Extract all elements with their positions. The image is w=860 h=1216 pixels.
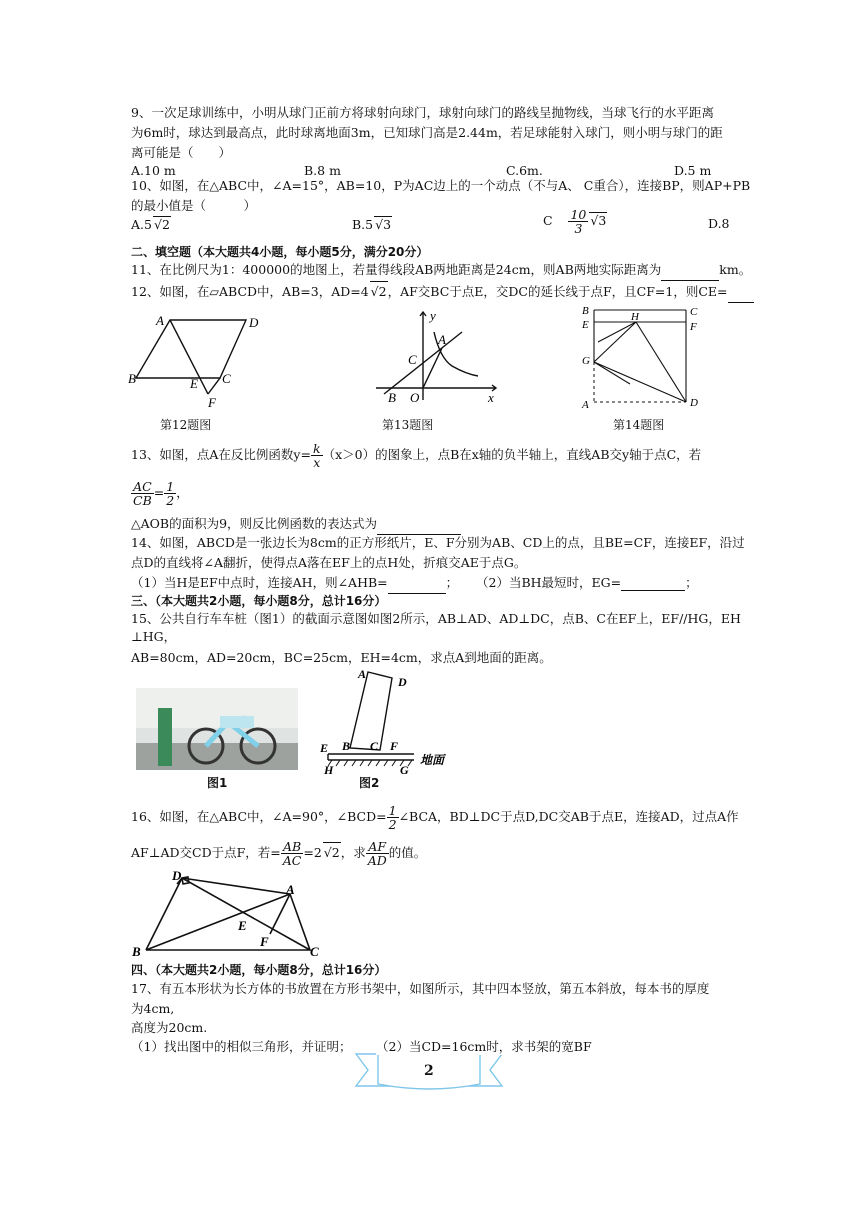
q13-ratio: $\frac{AC}{CB}$ = $\frac{1}{2}$ ， <box>133 479 189 508</box>
q14-sub2: （2）当BH最短时，EG= ； <box>476 575 698 590</box>
fig13-label-x: x <box>488 390 494 404</box>
figure-2 <box>318 668 452 776</box>
q17-line3: 高度为20cm. <box>131 1020 208 1035</box>
page-number: 2 <box>424 1063 434 1079</box>
fig14-label-h: H <box>631 311 639 323</box>
fig2-label-b: B <box>342 739 351 753</box>
q10-line1: 10、如图，在△ABC中，∠A=15°，AB=10，P为AC边上的一个动点（不与A、 C重合），连接BP，则AP+PB <box>131 178 751 193</box>
sqrt: √3 <box>375 217 392 232</box>
q17-line2: 为4cm, <box>131 1001 175 1016</box>
fig16-label-e: E <box>238 918 247 933</box>
q13-line3: △AOB的面积为9，则反比例函数的表达式为 <box>131 514 461 535</box>
fig14-label-a: A <box>582 399 589 411</box>
figure-14-caption: 第14题图 <box>613 418 665 432</box>
figure-13-caption: 第13题图 <box>382 418 434 432</box>
q11-text: 11、在比例尺为1：400000的地图上，若量得线段AB两地距离是24cm，则AB两地实际距离为 km。 <box>131 260 751 281</box>
q15-line2: ⊥HG， <box>131 629 177 644</box>
fig14-label-c: C <box>690 306 698 318</box>
fig13-label-b: B <box>388 390 396 404</box>
fig12-label-d: D <box>249 315 259 330</box>
q16-line1: 16、如图，在△ABC中，∠A=90°，∠BCD= $\frac{1}{2}$ ∠BCA，BD⊥DC于点D,DC交AB于点E，连接AD，过点A作 <box>131 803 739 832</box>
sqrt: √3 <box>590 213 607 228</box>
figure-1-caption: 图1 <box>207 776 228 790</box>
q10-option-b: B.5 √3 <box>352 217 392 232</box>
fraction: $\frac{AB}{AC}$ <box>282 839 302 868</box>
fig2-label-d: D <box>398 675 407 689</box>
fig2-label-c: C <box>370 739 379 753</box>
q9-line2: 为6m时，球达到最高点，此时球离地面3m，已知球门高是2.44m，若足球能射入球门，则小明与球门的距 <box>131 125 723 140</box>
q9-option-b: B.8 m <box>304 163 341 178</box>
q16-line2: AF⊥AD交CD于点F，若= $\frac{AB}{AC}$ =2 √2，求 $\frac{AF}{AD}$ 的值。 <box>131 839 427 868</box>
fig2-label-f: F <box>390 739 399 753</box>
fraction: $\frac{1}{2}$ <box>166 479 175 508</box>
fig12-label-e: E <box>190 376 198 391</box>
sqrt: √2 <box>370 281 388 302</box>
fig12-label-b: B <box>128 371 136 386</box>
figure-2-caption: 图2 <box>359 776 380 790</box>
answer-blank <box>377 514 461 535</box>
answer-blank <box>621 575 685 591</box>
fig2-ground-label: 地面 <box>420 753 445 767</box>
fig14-label-f: F <box>690 321 697 333</box>
q9-option-a: A.10 m <box>131 163 176 178</box>
q9-line3: 离可能是（ ） <box>131 145 232 160</box>
figure-12 <box>128 310 268 408</box>
fig13-label-y: y <box>430 308 436 323</box>
fig16-label-a: A <box>286 882 295 897</box>
fig16-label-d: D <box>172 868 182 883</box>
q9-option-d: D.5 m <box>674 163 712 178</box>
q14-line2: 点D的直线将∠A翻折，使得点A落在EF上的点H处，折痕交AE于点G。 <box>131 555 527 570</box>
q14-line1: 14、如图，ABCD是一张边长为8cm的正方形纸片，E、F分别为AB、CD上的点，且BE=CF，连接EF，沿过 <box>131 535 745 550</box>
q13-line1: 13、如图，点A在反比例函数y= $\frac{k}{x}$ （x＞0）的图象上，点B在x轴的负半轴上，直线AB交y轴于点C，若 <box>131 441 702 470</box>
fig2-label-a: A <box>358 668 367 681</box>
fig12-label-c: C <box>222 371 231 386</box>
fig2-label-e: E <box>320 741 329 755</box>
answer-blank <box>728 282 754 303</box>
figure-16 <box>130 868 330 960</box>
fig2-label-g: G <box>400 763 409 776</box>
q17-sub2: （2）当CD=16cm时，求书架的宽BF <box>376 1039 592 1054</box>
fig16-label-c: C <box>310 944 319 959</box>
q10-option-c: C $\frac{10}{3}$ √3 <box>543 207 607 236</box>
fig14-label-e: E <box>582 319 589 331</box>
fig12-label-a: A <box>156 313 164 328</box>
sqrt: √2 <box>323 842 341 863</box>
q14-sub1: （1）当H是EF中点时，连接AH，则∠AHB= ； <box>131 573 458 594</box>
fig2-label-h: H <box>324 763 334 776</box>
q17-line1: 17、有五本形状为长方体的书放置在方形书架中，如图所示，其中四本竖放，第五本斜放，每本书的厚度 <box>131 981 710 996</box>
q9-line1: 9、一次足球训练中，小明从球门正前方将球射向球门，球射向球门的路线呈抛物线，当球飞行的水平距离 <box>131 105 714 120</box>
fig14-label-b: B <box>582 305 589 317</box>
fraction: $\frac{1}{2}$ <box>388 803 397 832</box>
fig16-label-b: B <box>132 944 141 959</box>
figure-12-caption: 第12题图 <box>160 418 212 432</box>
answer-blank <box>388 573 446 594</box>
answer-blank <box>661 260 719 281</box>
fig13-label-a: A <box>438 332 446 347</box>
fraction: $\frac{10}{3}$ <box>570 207 587 236</box>
q10-option-d: D.8 <box>708 216 730 231</box>
section-2-heading: 二、填空题（本大题共4小题，每小题5分，满分20分） <box>131 245 429 259</box>
fraction: $\frac{AC}{CB}$ <box>133 479 152 508</box>
q17-sub1: （1）找出图中的相似三角形，并证明； <box>131 1039 352 1054</box>
fig13-label-c: C <box>408 352 417 367</box>
fraction: $\frac{AF}{AD}$ <box>367 839 387 868</box>
sqrt: √2 <box>153 217 170 232</box>
figure-14 <box>578 302 708 412</box>
q9-option-c: C.6m. <box>506 163 543 178</box>
fig16-label-f: F <box>260 934 269 949</box>
section-3-heading: 三、（本大题共2小题，每小题8分，总计16分） <box>131 594 387 608</box>
q15-line3: AB=80cm，AD=20cm，BC=25cm，EH=4cm，求点A到地面的距离。 <box>131 650 552 665</box>
figure-1-bicycle-photo <box>136 688 298 770</box>
fig13-label-o: O <box>410 390 420 404</box>
fig14-label-d: D <box>690 397 698 409</box>
q10-line2: 的最小值是（ ） <box>131 198 257 213</box>
q12-text: 12、如图，在▱ABCD中，AB=3，AD=4 √2，AF交BC于点E，交DC的延长线于点F，且CF=1，则CE= <box>131 281 754 303</box>
figure-13 <box>370 308 502 404</box>
q15-line1: 15、公共自行车车桩（图1）的截面示意图如图2所示，AB⊥AD、AD⊥DC，点B、C在EF上，EF//HG，EH <box>131 611 741 626</box>
fraction: $\frac{k}{x}$ <box>312 441 321 470</box>
q10-option-a: A.5 √2 <box>131 217 170 232</box>
fig14-label-g: G <box>582 355 590 367</box>
section-4-heading: 四、（本大题共2小题，每小题8分，总计16分） <box>131 963 387 977</box>
fig12-label-f: F <box>208 395 216 408</box>
